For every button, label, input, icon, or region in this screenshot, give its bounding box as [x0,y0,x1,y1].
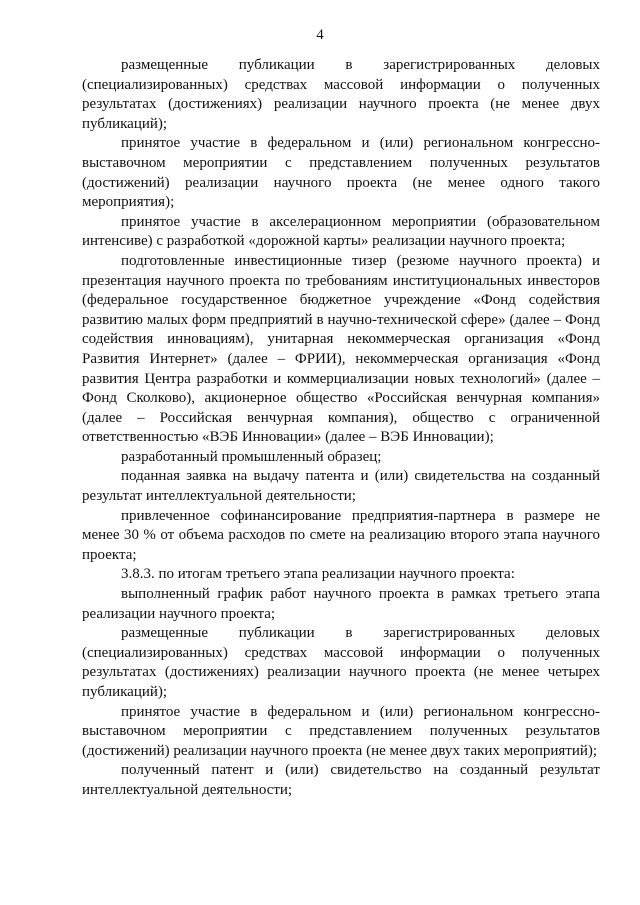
paragraph: подготовленные инвестиционные тизер (резюме научного проекта) и презентация научного проекта по требованиям институциональных инвесторов (федеральное государственное бюджетное учреждение «Фонд содействия развитию малых форм предприятий в научно-технической сфере» (далее – Фонд содействия инновациям), унитарная некоммерческая организация «Фонд Развития Интернет» (далее – ФРИИ), некоммерческая организация «Фонд развития Центра разработки и коммерциализации новых технологий» (далее – Фонд Сколково), акционерное общество «Российская венчурная компания» (далее – Российская венчурная компания), общество с ограниченной ответственностью «ВЭБ Инновации» (далее – ВЭБ Инновации); [82,252,600,446]
paragraph: размещенные публикации в зарегистрированных деловых (специализированных) средствах массовой информации о полученных результатах (достижениях) реализации научного проекта (не менее двух публикаций); [82,57,600,132]
paragraph: принятое участие в акселерационном мероприятии (образовательном интенсиве) с разработкой «дорожной карты» реализации научного проекта; [82,213,600,250]
paragraph: принятое участие в федеральном и (или) региональном конгрессно-выставочном мероприятии с представлением полученных результатов (достижений) реализации научного проекта (не менее двух таких мероприятий); [82,703,600,759]
document-body [82,56,600,801]
paragraph: поданная заявка на выдачу патента и (или) свидетельства на созданный результат интеллектуальной деятельности; [82,468,600,505]
paragraph: разработанный промышленный образец; [121,448,382,465]
page-number: 4 [316,27,324,43]
paragraph: полученный патент и (или) свидетельство на созданный результат интеллектуальной деятельности; [82,762,600,798]
paragraph: привлеченное софинансирование предприятия-партнера в размере не менее 30 % от объема расходов по смете на реализацию второго этапа научного проекта; [82,507,600,563]
paragraph: выполненный график работ научного проекта в рамках третьего этапа реализации научного проекта; [82,586,600,622]
paragraph: принятое участие в федеральном и (или) региональном конгрессно-выставочном мероприятии с представлением полученных результатов (достижений) реализации научного проекта (не менее одного такого мероприятия); [82,135,600,211]
paragraph: размещенные публикации в зарегистрированных деловых (специализированных) средствах массовой информации о полученных результатах (достижениях) реализации научного проекта (не менее четырех публикаций); [82,625,600,700]
section-heading: 3.8.3. по итогам третьего этапа реализации научного проекта: [121,566,515,583]
